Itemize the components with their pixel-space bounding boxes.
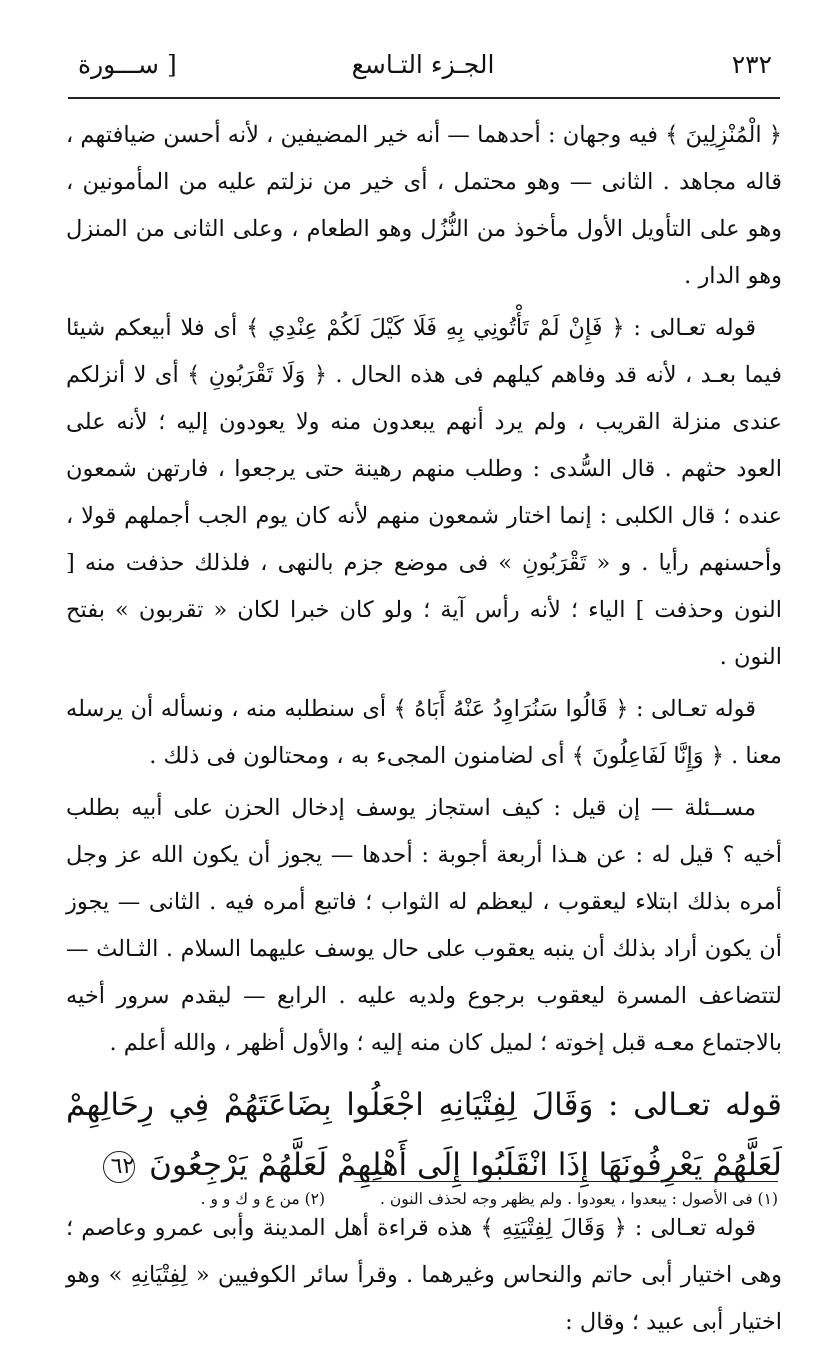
quran-verse-text: قوله تعـالى : وَقَالَ لِفِتْيَانِهِ اجْعَلُوا بِضَاعَتَهُمْ فِي رِحَالِهِمْ لَعَلَّهُمْ يَعْرِفُونَهَا إِذَا انْقَلَبُوا إِلَى أَهْلِهِمْ لَعَلَّهُمْ يَرْجِعُونَ <box>66 1087 782 1183</box>
quran-verse-block <box>66 1075 782 1195</box>
paragraph-reading-variants: قوله تعـالى : ﴿ وَقَالَ لِفِتْيَتِهِ ﴾ هذه قراءة أهل المدينة وأبى عمرو وعاصم ؛ وهى اختيار أبى حاتم والنحاس وغيرهما . وقرأ سائر الكوفيين « لِفِتْيَانِهِ » وهو اختيار أبى عبيد ؛ وقال : <box>66 1215 782 1335</box>
paragraph-verse-commentary-2: قوله تعـالى : ﴿ قَالُوا سَنُرَاوِدُ عَنْهُ أَبَاهُ ﴾ أى سنطلبه منه ، ونسأله أن يرسله معنا . ﴿ وَإِنَّا لَفَاعِلُونَ ﴾ أى لضامنون المجىء به ، ومحتالون فى ذلك . <box>66 696 782 769</box>
part-title: الجـزء التـاسع <box>351 50 495 79</box>
header-rule <box>68 97 780 99</box>
paragraph-verse-commentary-1: قوله تعـالى : ﴿ فَإِنْ لَمْ تَأْتُونِي بِهِ فَلَا كَيْلَ لَكُمْ عِنْدِي ﴾ أى فلا أبيعكم شيئا فيما بعـد ، لأنه قد وفاهم كيلهم فى هذه الحال . ﴿ وَلَا تَقْرَبُونِ ﴾ أى لا أنزلكم عندى منزلة القريب ، ولم يرد أنهم يبعدون منه ولا يعودون إليه ؛ لأنه على العود حثهم . قال السُّدى : وطلب منهم رهينة حتى يرجعوا ، فارتهن شمعون عنده ؛ قال الكلبى : إنما اختار شمعون منهم لأنه كان يوم الجب أجملهم قولا ، وأحسنهم رأيا . و « تَقْرَبُونِ » فى موضع جزم بالنهى ، فلذلك حذفت منه [ النون وحذفت ] الياء ؛ لأنه رأس آية ؛ ولو كان خبرا لكان « تقربون » بفتح النون . <box>66 315 782 670</box>
page-body <box>66 112 782 1351</box>
footnotes <box>58 1186 778 1212</box>
paragraph-interpretation: ﴿ الْمُنْزِلِينَ ﴾ فيه وجهان : أحدهما — أنه خير المضيفين ، لأنه أحسن ضيافتهم ، قاله مجاهد . الثانى — وهو محتمل ، أى خير من نزلتم عليه من المأمونين ، وهو على التأويل الأول مأخوذ من النُّزُل وهو الطعام ، وعلى الثانى من المنزل وهو الدار . <box>66 122 782 289</box>
page-number: ٢٣٢ <box>731 50 772 79</box>
running-head <box>68 44 778 88</box>
footnote-rule <box>354 1181 778 1182</box>
footnote-1: (١) فى الأصول : يبعدوا ، يعودوا . ولم يظهر وجه لحذف النون . <box>379 1190 778 1208</box>
footnote-2: (٢) من ع و ك و و . <box>200 1190 326 1208</box>
verse-number-badge: ٦٢ <box>103 1151 135 1183</box>
surah-label: [ ســـورة <box>78 50 177 79</box>
paragraph-question: مســئلة — إن قيل : كيف استجاز يوسف إدخال الحزن على أبيه بطلب أخيه ؟ قيل له : عن هـذا أربعة أجوبة : أحدها — يجوز أن يكون الله عز وجل أمره بذلك ابتلاء ليعقوب ، ليعظم له الثواب ؛ فاتبع أمره فيه . الثانى — يجوز أن يكون أراد بذلك أن ينبه يعقوب على حال يوسف عليهما السلام . الثـالث — لتتضاعف المسرة ليعقوب برجوع ولديه عليه . الرابع — ليقدم سرور أخيه بالاجتماع معـه قبل إخوته ؛ لميل كان منه إليه ؛ والأول أظهر ، والله أعلم . <box>66 795 782 1056</box>
